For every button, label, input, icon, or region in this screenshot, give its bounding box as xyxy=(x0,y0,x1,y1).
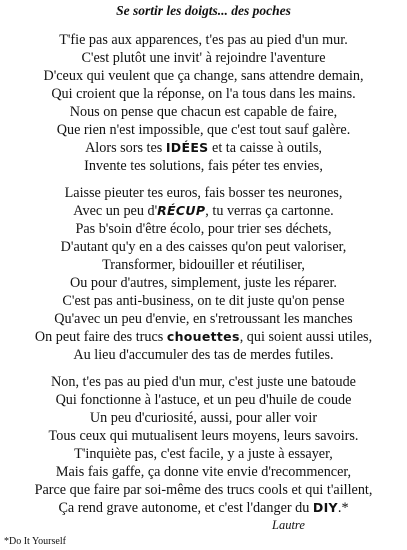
line-text: C'est plutôt une invit' à rejoindre l'aventure xyxy=(81,50,326,66)
line-text: T'inquiète pas, c'est facile, y a juste à essayer, xyxy=(74,446,333,462)
line-text: Ça rend grave autonome, et c'est l'danger du xyxy=(58,500,313,516)
line-text: et ta caisse à outils, xyxy=(208,140,322,156)
line-text: Tous ceux qui mutualisent leurs moyens, leurs savoirs. xyxy=(48,428,359,444)
poem-line xyxy=(0,427,407,445)
stanza xyxy=(0,373,407,517)
line-text: Mais fais gaffe, ça donne vite envie d'recommencer, xyxy=(55,464,352,480)
line-text: Au lieu d'accumuler des tas de merdes futiles. xyxy=(73,347,334,363)
line-text: Parce que faire par soi-même des trucs cools et qui t'aillent, xyxy=(34,482,373,498)
poem-line xyxy=(0,391,407,409)
poem-line xyxy=(0,373,407,391)
emphasized-word: RÉCUP xyxy=(157,203,206,218)
line-text: C'est pas anti-business, on te dit juste qu'on pense xyxy=(62,293,345,309)
line-text: On peut faire des trucs xyxy=(34,329,167,345)
poem-title: Se sortir les doigts... des poches xyxy=(116,3,291,18)
poem-body xyxy=(0,31,407,526)
line-text: Que rien n'est impossible, que c'est tout sauf galère. xyxy=(56,122,351,138)
line-text: .* xyxy=(337,500,349,516)
poem-line xyxy=(0,67,407,85)
poem-line xyxy=(0,481,407,499)
line-text: D'ceux qui veulent que ça change, sans attendre demain, xyxy=(43,68,364,84)
line-text: Nous on pense que chacun est capable de faire, xyxy=(69,104,338,120)
poem-line xyxy=(0,157,407,175)
line-text: Qui croient que la réponse, on l'a tous dans les mains. xyxy=(51,86,356,102)
poem-author: Lautre xyxy=(272,518,305,532)
line-text: Avec un peu d' xyxy=(73,203,158,219)
line-text: Laisse pieuter tes euros, fais bosser tes neurones, xyxy=(64,185,343,201)
poem-line xyxy=(0,49,407,67)
poem-line xyxy=(0,274,407,292)
poem-line xyxy=(0,409,407,427)
poem-line xyxy=(0,85,407,103)
poem-line xyxy=(0,310,407,328)
stanza xyxy=(0,31,407,175)
line-text: Ou pour d'autres, simplement, juste les réparer. xyxy=(70,275,337,291)
emphasized-word: IDÉES xyxy=(165,140,209,155)
poem-line xyxy=(0,184,407,202)
poem-line xyxy=(0,499,407,517)
line-text: Qui fonctionne à l'astuce, et un peu d'huile de coude xyxy=(55,392,352,408)
line-text: , qui soient aussi utiles, xyxy=(239,329,373,345)
emphasized-word: DIY xyxy=(312,500,338,515)
poem-line xyxy=(0,238,407,256)
poem-line xyxy=(0,445,407,463)
poem-line xyxy=(0,328,407,346)
poem-line xyxy=(0,121,407,139)
emphasized-word: chouettes xyxy=(166,329,240,344)
line-text: Invente tes solutions, fais péter tes envies, xyxy=(84,158,323,174)
poem-line xyxy=(0,463,407,481)
poem-line xyxy=(0,292,407,310)
poem-line xyxy=(0,220,407,238)
poem-line xyxy=(0,31,407,49)
line-text: Pas b'soin d'être écolo, pour trier ses déchets, xyxy=(75,221,332,237)
poem-line xyxy=(0,346,407,364)
line-text: , tu verras ça cartonne. xyxy=(205,203,334,219)
line-text: D'autant qu'y en a des caisses qu'on peut valoriser, xyxy=(60,239,347,255)
footnote: *Do It Yourself xyxy=(4,536,66,547)
line-text: Qu'avec un peu d'envie, en s'retroussant les manches xyxy=(54,311,353,327)
line-text: Transformer, bidouiller et réutiliser, xyxy=(102,257,305,273)
poem-line xyxy=(0,139,407,157)
line-text: Un peu d'curiosité, aussi, pour aller voir xyxy=(89,410,318,426)
line-text: Alors sors tes xyxy=(85,140,166,156)
stanza xyxy=(0,184,407,364)
poem-line xyxy=(0,103,407,121)
line-text: Non, t'es pas au pied d'un mur, c'est juste une batoude xyxy=(51,374,356,390)
poem-line xyxy=(0,202,407,220)
line-text: T'fie pas aux apparences, t'es pas au pied d'un mur. xyxy=(59,32,348,48)
poem-line xyxy=(0,256,407,274)
